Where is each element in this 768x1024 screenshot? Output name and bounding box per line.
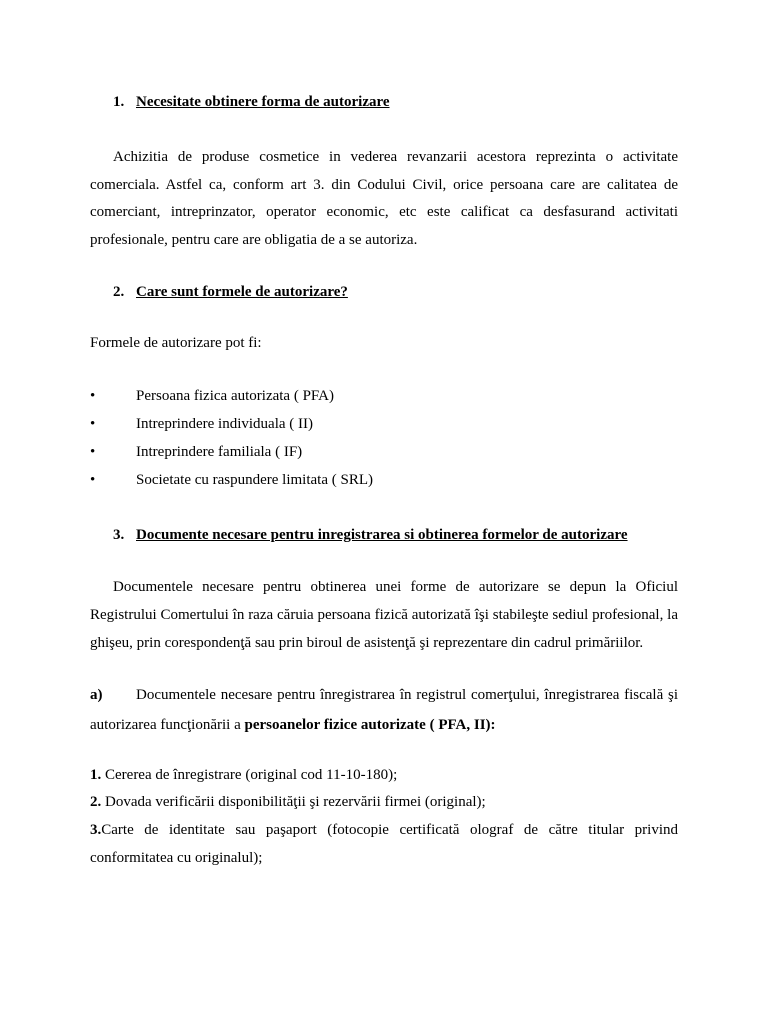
bullet-icon: • xyxy=(90,472,96,488)
section-3-title: Documente necesare pentru inregistrarea si obtinerea formelor de autorizare xyxy=(136,527,628,543)
section-2-heading xyxy=(113,283,348,301)
section-2-intro: Formele de autorizare pot fi: xyxy=(90,335,262,351)
section-3-heading xyxy=(113,526,628,544)
section-2-number: 2. xyxy=(113,284,125,300)
bullet-icon: • xyxy=(90,444,96,460)
section-1-heading xyxy=(113,93,390,111)
section-3-number: 3. xyxy=(113,527,125,543)
sub-a-text-1: Documentele necesare pentru înregistrarea în registrul comerţului, înregistrarea fiscală şi xyxy=(136,687,678,703)
bullet-icon: • xyxy=(90,416,96,432)
document-item-3: 3.Carte de identitate sau paşaport (fotocopie certificată olograf de către titular privind conformitatea cu originalul); xyxy=(90,822,678,866)
section-2-title: Care sunt formele de autorizare? xyxy=(136,284,348,300)
sub-a-line-2 xyxy=(90,716,678,734)
section-3-paragraph: Documentele necesare pentru obtinerea unei forme de autorizare se depun la Oficiul Registrului Comertului în raza căruia persoana fizică autorizată îşi stabileşte sediul profesional, la ghişeu, prin corespondenţă sau prin biroul de asistenţă şi reprezentare din cadrul primăriilor. xyxy=(90,579,678,651)
section-1-title: Necesitate obtinere forma de autorizare xyxy=(136,94,390,110)
section-1-number: 1. xyxy=(113,94,125,110)
document-item-1: 1. Cererea de înregistrare (original cod 11-10-180); xyxy=(90,767,398,783)
sub-a-line-1 xyxy=(90,686,678,704)
document-page: 1. Necesitate obtinere forma de autorizare Achizitia de produse cosmetice in vederea revanzarii acestora reprezinta o activitate comerciala. Astfel ca, conform art 3. din Codului Civil, orice persoana care are calitatea de comerciant, intreprinzator, operator economic, etc este calificat ca desfasurand activitati profesionale, pentru care are obligatia de a se autoriza. 2. Care sunt formele de autorizare? Formele de autorizare pot fi: • Persoana fizica autorizata ( PFA) • Intreprindere individuala ( II) • Intreprindere familiala ( IF) • Societate cu raspundere limitata ( SRL) 3. Documente necesare pentru inregistrarea si obtinerea formelor de autorizare Documentele necesare pentru obtinerea unei forme de autorizare se depun la Oficiul Registrului Comertului în raza căruia persoana fizică autorizată îşi stabileşte sediul profesional, la ghişeu, prin corespondenţă sau prin biroul de asistenţă şi reprezentare din cadrul primăriilor. a) Documentele necesare pentru înregistrarea în registrul comerţului, înregistrarea fiscală şi autorizarea funcţionării a persoanelor fizice autorizate ( PFA, II): 1. Cererea de înregistrare (original cod 11-10-180); 2. Dovada verificării disponibilităţii şi rezervării firmei (original); 3.Carte de identitate sau paşaport (fotocopie certificată olograf de către titular privind conformitatea cu originalul); xyxy=(0,0,768,1024)
bullet-icon: • xyxy=(90,388,96,404)
document-item-2: 2. Dovada verificării disponibilităţii şi rezervării firmei (original); xyxy=(90,794,486,810)
section-1-paragraph: Achizitia de produse cosmetice in vederea revanzarii acestora reprezinta o activitate comerciala. Astfel ca, conform art 3. din Codului Civil, orice persoana care are calitatea de comerciant, intreprinzator, operator economic, etc este calificat ca desfasurand activitati profesionale, pentru care are obligatia de a se autoriza. xyxy=(90,149,678,248)
sub-a-text-2: autorizarea funcţionării a xyxy=(90,717,245,733)
sub-a-label: a) xyxy=(90,687,103,703)
sub-a-bold-text: persoanelor fizice autorizate ( PFA, II): xyxy=(244,717,496,733)
